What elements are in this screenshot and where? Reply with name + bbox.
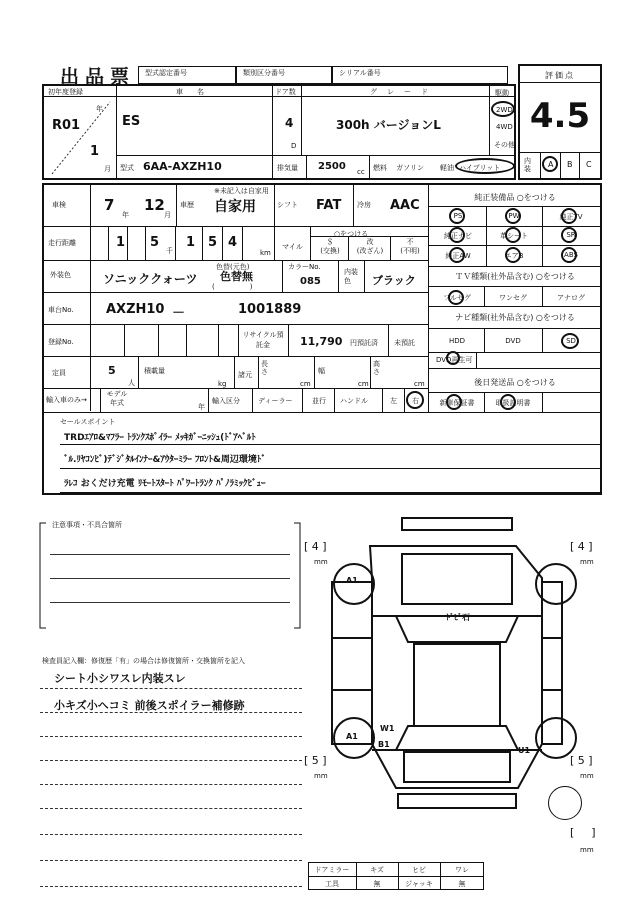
inspection-month: 12 xyxy=(144,196,165,214)
sales-point-3: ﾗﾚｺ おくだけ充電 ﾘﾓｰﾄｽﾀｰﾄ ﾊﾟﾜｰﾄﾗﾝｸ ﾊﾟﾉﾗﾐｯｸﾋﾞｭｰ xyxy=(64,479,266,489)
tread-front-left: [ 4 ] xyxy=(304,540,327,553)
equip-tv: 純正TV xyxy=(559,213,583,221)
evaluation-score: 4.5 xyxy=(529,96,591,136)
damage-mark-w1: W1 xyxy=(380,724,395,733)
sales-point-2: ﾞﾙ.ﾘﾔｺﾝﾋﾞ)ﾃﾞｼﾞﾀﾙｲﾝﾅｰ&ｱｳﾀｰﾐﾗｰ ﾌﾛﾝﾄ&周辺環境ﾄﾞ xyxy=(64,455,266,465)
inspector-label: 検査員記入欄：修復歴「有」の場合は修復箇所・交換箇所を記入 xyxy=(42,657,245,665)
caution-label: 注意事項・不具合箇所 xyxy=(52,521,122,529)
car-name: ES xyxy=(122,114,141,129)
class-no-box: 類別区分番号 xyxy=(236,66,332,84)
door-count: 4 xyxy=(285,116,294,130)
interior-grade-b: B xyxy=(567,160,573,169)
equip-pw: PW xyxy=(508,212,520,220)
equip-airbag: エアB xyxy=(504,252,524,260)
interior-label: 内装 xyxy=(524,157,531,173)
tread-spare: [ ] xyxy=(570,826,596,839)
usage: 自家用 xyxy=(214,199,256,215)
first-reg-era: R01 xyxy=(52,118,81,133)
tread-front-right: [ 4 ] xyxy=(570,540,593,553)
fuel-circle xyxy=(455,158,515,174)
interior-grade-circle xyxy=(542,156,558,172)
equip-ps: PS xyxy=(453,212,463,220)
interior-grade-c: C xyxy=(586,160,592,169)
car-diagram xyxy=(306,512,580,822)
chassis-number: 1001889 xyxy=(238,302,302,317)
first-reg-month: 1 xyxy=(90,144,100,159)
mileage-digit-2: 5 xyxy=(150,235,160,250)
chassis-prefix: AXZH10 xyxy=(106,302,165,317)
mileage-digit-3: 1 xyxy=(186,235,196,250)
grade: 300h バージョンL xyxy=(336,118,441,132)
equip-abs: ABS xyxy=(564,251,578,259)
displacement: 2500 xyxy=(318,161,346,172)
drive-2wd: 2WD xyxy=(496,106,513,114)
repaint: 色替無 xyxy=(220,270,253,283)
exterior-color: ソニッククォーツ xyxy=(103,272,198,286)
eval-label: 評価点 xyxy=(545,71,575,80)
serial-no-box: シリアル番号 xyxy=(332,66,508,84)
right-handle-circle xyxy=(406,391,424,409)
inspection-year: 7 xyxy=(104,196,115,214)
capacity: 5 xyxy=(108,364,116,377)
shift: FAT xyxy=(316,198,342,213)
model-code: 6AA-AXZH10 xyxy=(143,160,222,173)
damage-mark-rear-left: A1 xyxy=(346,732,358,741)
air-conditioner: AAC xyxy=(390,198,420,213)
mileage-digit-4: 5 xyxy=(208,235,218,250)
recycle-amount: 11,790 xyxy=(300,335,343,348)
tread-rear-right: [ 5 ] xyxy=(570,754,593,767)
color-number: 085 xyxy=(300,276,321,287)
tread-rear-left: [ 5 ] xyxy=(304,754,327,767)
equip-aw: 純正AW xyxy=(445,252,471,260)
equip-leather: 革シート xyxy=(500,232,528,240)
equip-navi: 純正ナビ xyxy=(444,232,472,240)
mileage-digit-5: 4 xyxy=(228,235,238,250)
damage-mark-b1: B1 xyxy=(378,740,390,749)
damage-mark-hood: ﾄﾞﾋﾞ石 xyxy=(446,613,470,622)
inspector-note-2: 小キズ小ヘコミ 前後スポイラー補修跡 xyxy=(54,699,245,712)
chassis-dash: － xyxy=(172,306,186,321)
form-title: 出品票 xyxy=(60,66,136,88)
interior-color: ブラック xyxy=(372,274,416,287)
inspector-note-1: シート小シワスレ内装スレ xyxy=(54,672,186,685)
approval-no-box: 型式認定番号 xyxy=(138,66,236,84)
sales-point-1: TRDｴｱﾛ&ﾏﾌﾗｰ ﾄﾗﾝｸｽﾎﾟｲﾗｰ ﾒｯｷｶﾞｰﾆｯｼｭ(ﾄﾞｱﾍﾞﾙﾄ xyxy=(64,433,256,443)
interior-grade-a: A xyxy=(548,160,554,169)
drive-circle xyxy=(491,101,515,117)
damage-mark-front-left: A1 xyxy=(346,576,358,585)
spare-tire-icon xyxy=(548,786,582,820)
mileage-digit-1: 1 xyxy=(116,235,126,250)
caution-bracket xyxy=(38,520,302,632)
equip-sr: SR xyxy=(566,231,576,239)
damage-mark-u1: U1 xyxy=(518,746,531,755)
